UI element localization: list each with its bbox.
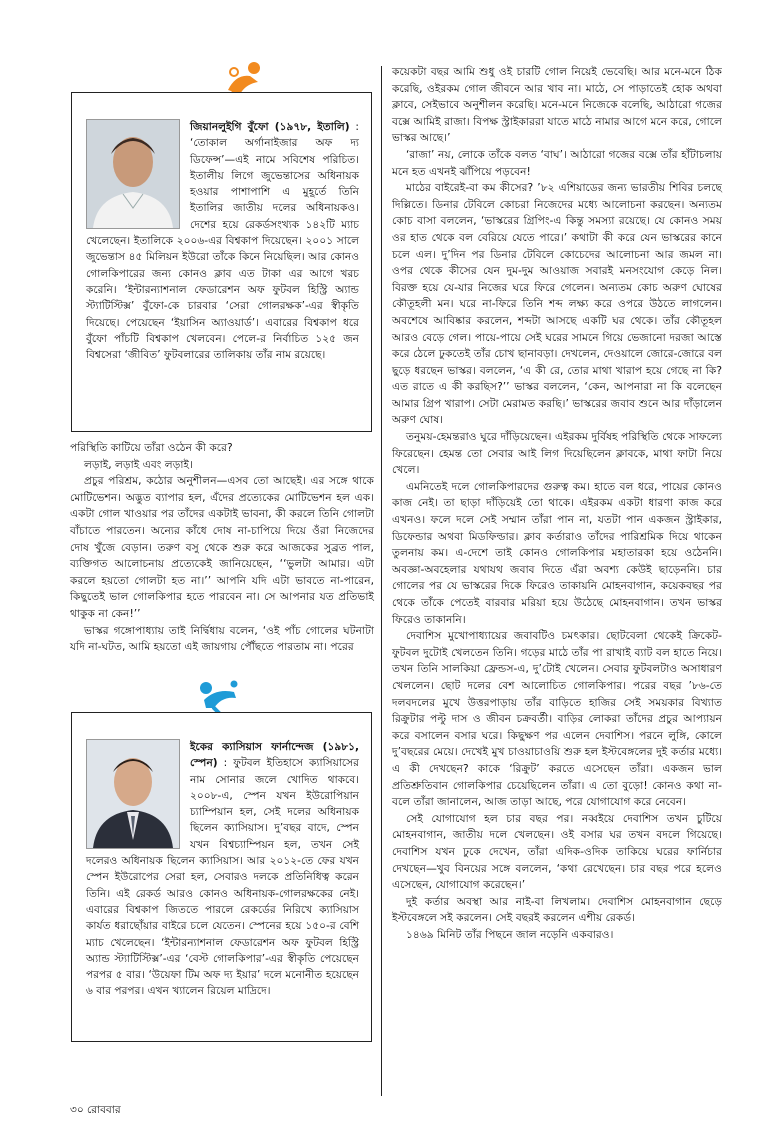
portrait-photo — [86, 739, 180, 849]
box1-text: : ‘তোকাল অর্গানাইজার অফ দ্য ডিফেন্স’—এই নামে সবিশেষ পরিচিত। ইতালীয় লিগে জুভেন্তাসের অধিনায়ক হওয়ার পাশাপাশি এ মুহূর্তে তিনি ইতালির জাতীয় দলের অধিনায়কও। দেশের হয়ে রেকর্ডসংখ্যক ১৪২টি ম্যাচ খেলেছেন। ইতালিকে ২০০৬-এর বিশ্বকাপ দিয়েছেন। ২০০১ সালে জুভেন্তাস ৪৫ মিলিয়ন ইউরো তাঁকে কিনে নিয়েছিল। আর কোনও গোলকিপারের জন্য কোনও ক্লাব এত টাকা এর আগে খরচ করেনি। ‘ইন্টারন্যাশনাল ফেডারেশন অফ ফুটবল হিস্ট্রি অ্যান্ড স্ট্যাটিস্টিক্স’ বুঁফো-কে চারবার ‘সেরা গোলরক্ষক’-এর স্বীকৃতি দিয়েছে। পেয়েছেন ‘ইয়াসিন অ্যাওয়ার্ড’। এবারের বিশ্বকাপ ধরে বুঁফো পাঁচটি বিশ্বকাপ খেলবেন। পেলে-র নির্বাচিত ১২৫ জন বিশ্বসেরা ‘জীবিত’ ফুটবলারের তালিকায় তাঁর নাম রয়েছে। — [86, 121, 359, 362]
right-column-body — [392, 64, 722, 943]
casillas-portrait — [87, 740, 179, 848]
paragraph: ভাস্কর গঙ্গোপাধ্যায় তাই নির্দ্বিধায় বলেন, ‘ওই পাঁচ গোলের ঘটনাটা যদি না-ঘটত, আমি হয়তো এই জায়গায় পৌঁছতে পারতাম না। পরের — [70, 623, 374, 654]
paragraph: কয়েকটা বছর আমি শুধু ওই চারটি গোল নিয়েই ভেবেছি। আর মনে-মনে ঠিক করেছি, ওইরকম গোল জীবনে আর খাব না। মাঠে, সে পাড়াতেই হোক অথবা ক্লাবে, সেইভাবে অনুশীলন করেছি। মনে-মনে নিজেকে বলেছি, আঠারো গজের বক্সে আমিই রাজা। বিপক্ষ স্ট্রাইকাররা যাতে মাঠে নামার আগে মনে করে, গোলে ভাস্কর আছে।’ — [392, 65, 722, 145]
paragraph: দেবাশিস মুখোপাধ্যায়ের জবাবটিও চমৎকার। ছোটবেলা থেকেই ক্রিকেট-ফুটবল দুটোই খেলতেন তিনি। গড়ের মাঠে তাঁর পা রাখাই ব্যাট বল হাতে নিয়ে। তখন তিনি সালকিয়া ফ্রেন্ডস-এ, দু’টোই খেলেন। সেবার ফুটবলটাও অসাধারণ খেললেন। ছোট দলের বেশ আলোচিত গোলকিপার। পরের বছর ’৮৬-তে দলবদলের মুখে উত্তরপাড়ায় তাঁর বাড়িতে হাজির সেই সময়কার বিখ্যাত রিক্রুটার পল্টু দাস ও জীবন চক্রবর্তী। বাড়ির লোকরা তাঁদের প্রচুর আপ্যায়ন করে বসালেন বসার ঘরে। কিছুক্ষণ পর এলেন দেবাশিস। পরনে লুঙ্গি, কোলে দু’বছরের মেয়ে। দেখেই মুখ চাওয়াচাওয়ি শুরু হল ইস্টবেঙ্গলের দুই কর্তার মধ্যে। এ কী দেখছেন? কাকে ‘রিক্রুট’ করতে এসেছেন তাঁরা। একজন ভাল প্রতিশ্রুতিবান গোলকিপার চেয়েছিলেন তাঁরা। এ তো বুড়ো! কোনও কথা না-বলে তাঁরা জানালেন, আজ তাড়া আছে, পরে যোগাযোগ করে নেবেন। — [392, 629, 722, 809]
portrait-photo — [86, 119, 180, 229]
buffon-portrait — [87, 120, 179, 228]
sidebar-box-buffon — [71, 92, 372, 432]
paragraph: তনুময়-হেমন্তরাও ঘুরে দাঁড়িয়েছেন। এইরকম দুর্বিষহ পরিস্থিতি থেকে সাফল্যে ফিরেছেন। হেমন্ত তো সেবার আই লিগ দিয়েছিলেন ক্লাবকে, মাথা ফাটা নিয়ে খেলে। — [392, 430, 722, 477]
paragraph: ‘রাজা’ নয়, লোকে তাঁকে বলত ‘বাঘ’। আঠারো গজের বক্সে তাঁর হাঁটাচলায় মনে হত এখনই ঝাঁপিয়ে পড়বেন! — [392, 147, 722, 178]
left-column-body — [70, 440, 374, 656]
magazine-name: রোববার — [87, 1104, 121, 1116]
paragraph: এমনিতেই দলে গোলকিপারদের গুরুত্ব কম। হাতে বল ধরে, পায়ের কোনও কাজ নেই। তা ছাড়া দাঁড়িয়েই তো থাকে। এইরকম একটা ধারণা কাজ করে এখনও। ফলে দলে সেই সম্মান তাঁরা পান না, যতটা পান একজন স্ট্রাইকার, ডিফেন্ডার অথবা মিডফিল্ডার। ক্লাব কর্তারাও তাঁদের পারিশ্রমিক দিয়ে থাকেন তুলনায় কম। এ-দেশে তাই কোনও গোলকিপার মহাতারকা হয়ে ওঠেননি। অবজ্ঞা-অবহেলার যথাযথ জবাব দিতে এঁরা অবশ্য কেউই ছাড়েননি। চার গোলের পর যে ভাস্করের দিকে ফিরেও তাকায়নি মোহনবাগান, কয়েকবছর পর থেকে তাঁকে পেতেই বারবার মরিয়া হয়ে উঠেছে মোহনবাগান। তখন ভাস্কর ফিরেও তাকাননি। — [392, 479, 722, 626]
paragraph: সেই যোগাযোগ হল চার বছর পর। নব্বইয়ে দেবাশিস তখন চুটিয়ে মোহনবাগান, জাতীয় দলে খেলছেন। ওই বসার ঘর তখন বদলে গিয়েছে। দেবাশিস যখন ঢুকে দেখেন, তাঁরা এদিক-ওদিক তাকিয়ে ঘরের ফার্নিচার দেখছেন—খুব বিনয়ের সঙ্গে বললেন, ‘কথা রেখেছেন। চার বছর পরে হলেও এসেছেন, যোগাযোগ করেছেন।’ — [392, 811, 722, 892]
box2-name: ইকের ক্যাসিয়াস ফার্নান্দেজ (১৯৮১, স্পেন) — [190, 741, 359, 770]
sidebar-box-casillas — [71, 712, 372, 1042]
paragraph: প্রচুর পরিশ্রম, কঠোর অনুশীলন—এসব তো আছেই। এর সঙ্গে থাকে মোটিভেশন। অদ্ভুত ব্যাপার হল, এঁদের প্রত্যেকের মোটিভেশন হল এক। একটা গোল খাওয়ার পর তাঁদের একটাই ভাবনা, কী করলে তিনি গোলটা বাঁচাতে পারতেন। অন্যের কাঁধে দোষ না-চাপিয়ে দিয়ে ওঁরা নিজেদের দোষ খুঁজে বেড়ান। তরুণ বসু থেকে শুরু করে আজকের সুব্রত পাল, ব্যক্তিগত আলোচনায় প্রত্যেকেই জানিয়েছেন, ‘‘ভুলটা আমার। এটা করলে হয়তো গোলটা হত না।’’ আপনি যদি এটা ভাবতে না-পারেন, কিছুতেই ভাল গোলকিপার হতে পারবেন না। সে আপনার যত প্রতিভাই থাকুক না কেন!’’ — [70, 474, 374, 620]
box2-text: : ফুটবল ইতিহাসে ক্যাসিয়াসের নাম সোনার জলে খোদিত থাকবে। ২০০৮-এ, স্পেন যখন ইউরোপিয়ান চ্যাম্পিয়ান হল, সেই দলের অধিনায়ক ছিলেন ক্যাসিয়াস। দু’বছর বাদে, স্পেন যখন বিশ্বচ্যাম্পিয়ন হল, তখন সেই দলেরও অধিনায়ক ছিলেন ক্যাসিয়াস। আর ২০১২-তে ফের যখন স্পেন ইউরোপের সেরা হল, সেবারও দলকে প্রতিনিধিত্ব করেন তিনি। এই রেকর্ড আরও কোনও অধিনায়ক-গোলরক্ষকের নেই। এবারের বিশ্বকাপ জিততে পারলে রেকর্ডের নিরিখে ক্যাসিয়াস কার্যত ধরাছোঁয়ার বাইরে চলে যেতেন। স্পেনের হয়ে ১৫০-র বেশি ম্যাচ খেলেছেন। ‘ইন্টারন্যাশনাল ফেডারেশন অফ ফুটবল হিস্ট্রি অ্যান্ড স্ট্যাটিস্টিক্স’-এর ‘বেস্ট গোলকিপার’-এর স্বীকৃতি পেয়েছেন পরপর ৫ বার। ‘উয়েফা টিম অফ দ্য ইয়ার’ দলে মনোনীত হয়েছেন ৬ বার পরপর। এখন খ্যালেন রিয়েল মাদ্রিদে। — [86, 757, 360, 998]
paragraph: মাঠের বাইরেই-বা কম কীসের? ’৮২ এশিয়াডের জন্য ভারতীয় শিবির চলছে দিল্লিতে। ডিনার টেবিলে কোচরা নিজেদের মধ্যে আলোচনা করছেন। অন্যতম কোচ বাসা বললেন, ‘ভাস্করের গ্রিপিং-এ কিন্তু সমস্যা রয়েছে। যে কোনও সময় ওর হাত থেকে বল বেরিয়ে যেতে পারে।’ কথাটা কী করে যেন ভাস্করের কানে চলে এল। দু’দিন পর ডিনার টেবিলে কোচেদের আলোচনা আর জমল না। ওপর থেকে কীসের যেন দুম-দুম আওয়াজ সবারই মনসংযোগ কেড়ে নিল। বিরক্ত হয়ে যে-যার নিজের ঘরে ফিরে গেলেন। অন্যতম কোচ অরুণ ঘোষের কৌতূহলী মন। ঘরে না-ফিরে তিনি শব্দ লক্ষ্য করে ওপরে উঠতে লাগলেন। অবশেষে আবিষ্কার করলেন, শব্দটা আসছে একটি ঘর থেকে। তাঁর কৌতূহল আরও বেড়ে গেল। পায়ে-পায়ে সেই ঘরের সামনে গিয়ে ভেজানো দরজা আস্তে করে ঠেলে ঢুকতেই তাঁর চোখ ছানাবড়া। দেখলেন, দেওয়ালে জোরে-জোরে বল ছুড়ে ধরছেন ভাস্কর। বললেন, ‘এ কী রে, তোর মাথা খারাপ হয়ে গেছে না কি? এত রাতে এ কী করছিস?’’ ভাস্কর বললেন, ‘কেন, আপনারা না কি বলেছেন আমার গ্রিপ খারাপ। সেটা মেরামত করছি।’ ভাস্করের জবাব শুনে আর দাঁড়ালেন অরুণ ঘোষ। — [392, 181, 722, 427]
paragraph: লড়াই, লড়াই এবং লড়াই। — [84, 457, 193, 471]
paragraph: ১৪৬৯ মিনিট তাঁর পিছনে জাল নড়েনি একবারও। — [406, 927, 614, 941]
page-number: ৩০ — [70, 1104, 84, 1116]
column-divider — [381, 66, 382, 1096]
paragraph: পরিস্থিতি কাটিয়ে তাঁরা ওঠেন কী করে? — [70, 441, 233, 454]
box1-name: জিয়ানলুইগি বুঁফো (১৯৭৮, ইতালি) — [190, 121, 350, 133]
paragraph: দুই কর্তার অবস্থা আর নাই-বা লিখলাম। দেবাশিস মোহনবাগান ছেড়ে ইস্টবেঙ্গলে সই করলেন। সেই বছরই করলেন এশীয় রেকর্ড। — [392, 894, 722, 925]
page-footer — [70, 1103, 121, 1120]
